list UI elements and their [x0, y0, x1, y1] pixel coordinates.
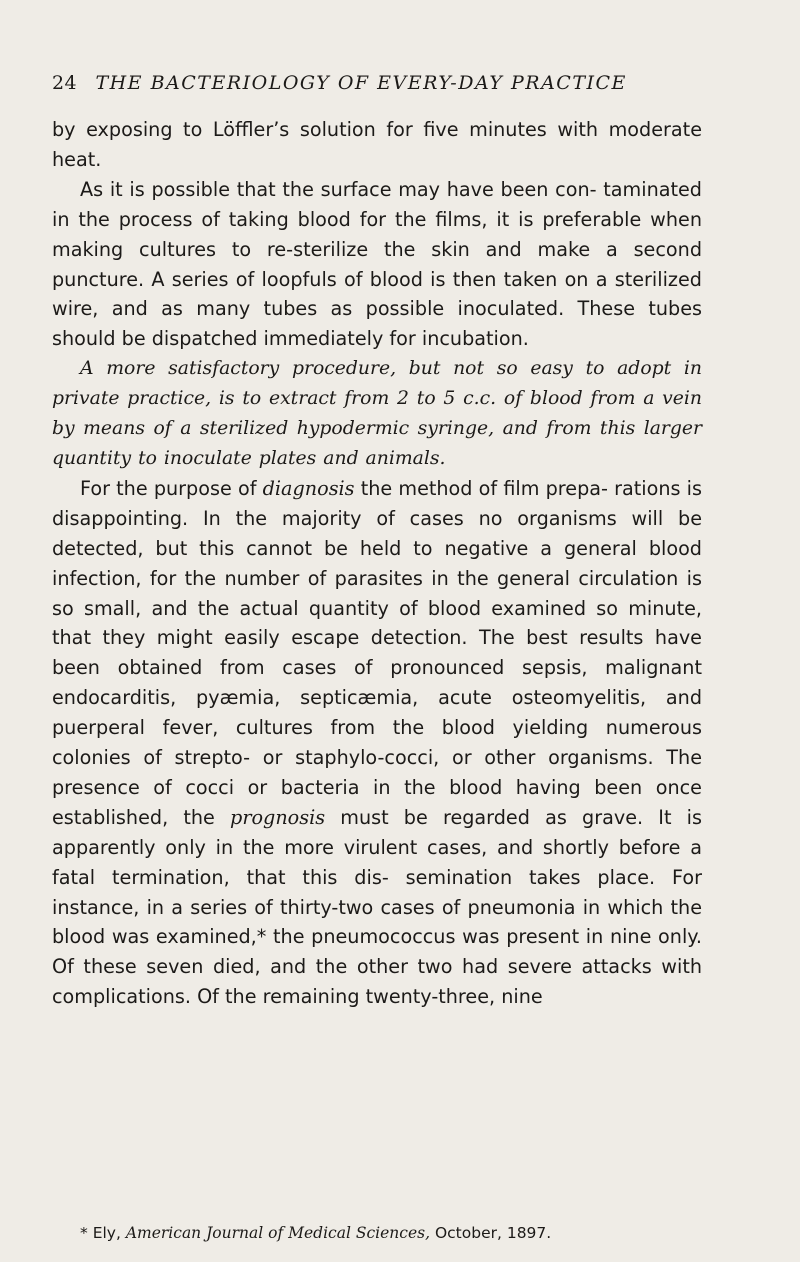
footnote-marker: * [80, 1224, 88, 1242]
paragraph-1: by exposing to Löffler’s solution for five minutes with moderate heat. [52, 118, 702, 171]
page-number: 24 [52, 72, 77, 94]
prognosis-term: prognosis [230, 805, 326, 829]
paragraph-4-text-c: must be regarded as grave. It is apparently only in the more virulent cases, and shortly before a fatal termination, that this dis- semination takes place. For instance, in a series of thirty-two cases of pneumonia in which the blood was examined,* the pneumococcus was present in nine only. Of these seven died, and the other two had severe attacks with complications. Of the remaining twenty-three, nine [52, 805, 702, 1009]
paragraph-4-text-b: the method of film prepa- rations is disappointing. In the majority of cases no organisms will be detected, but this cannot be held to negative a general blood infection, for the number of parasites in the general circulation is so small, and the actual quantity of blood examined so minute, that they might easily escape detection. The best results have been obtained from cases of pronounced sepsis, malignant endocarditis, pyæmia, septicæmia, acute osteomyelitis, and puerperal fever, cultures from the blood yielding numerous colonies of strepto- or staphylo-cocci, or other organisms. The presence of cocci or bacteria in the blood having been once established, the [52, 476, 703, 829]
paragraph-4 [52, 474, 702, 1012]
footnote-journal: American Journal of Medical Sciences, [125, 1224, 431, 1242]
running-title: THE BACTERIOLOGY OF EVERY-DAY PRACTICE [95, 72, 627, 94]
paragraph-4-text-a: For the purpose of [80, 476, 263, 500]
footnote-author: Ely, [92, 1224, 121, 1242]
running-head [52, 72, 752, 94]
paragraph-2: As it is possible that the surface may have been con- taminated in the process of taking blood for the films, it is preferable when making cultures to re-sterilize the skin and make a second puncture. A series of loopfuls of blood is then taken on a sterilized wire, and as many tubes as possible inoculated. These tubes should be dispatched immediately for incubation. [52, 177, 702, 351]
footnote [80, 1223, 760, 1243]
diagnosis-term: diagnosis [262, 476, 355, 500]
body-text [52, 115, 702, 1012]
paragraph-3-italic: A more satisfactory procedure, but not so easy to adopt in private practice, is to extract from 2 to 5 c.c. of blood from a vein by means of a sterilized hypodermic syringe, and from this larger quantity to inoculate plates and animals. [52, 358, 702, 469]
footnote-date: October, 1897. [434, 1224, 552, 1242]
